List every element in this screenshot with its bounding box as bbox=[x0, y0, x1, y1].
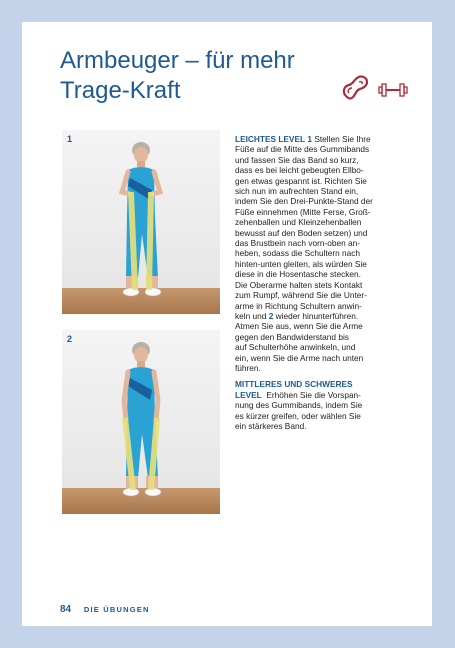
text-line: hinten-unten gleiten, als würden Sie bbox=[235, 258, 367, 269]
text-line: zum Rumpf, während Sie die Unter- bbox=[235, 290, 367, 301]
text-line: keln und 2 wieder hinunterführen. bbox=[235, 310, 359, 321]
text-line: heben, sodass die Schultern nach bbox=[235, 248, 361, 259]
text-line: LEVEL Erhöhen Sie die Vorspan- bbox=[235, 389, 361, 400]
text-line: dass es bei leicht gebeugten Ellbo- bbox=[235, 165, 364, 176]
step-number: 2 bbox=[67, 334, 73, 344]
page-number: 84 bbox=[60, 604, 72, 615]
text-line: diese in die Hosentasche stecken. bbox=[235, 269, 361, 280]
page-footer bbox=[60, 604, 150, 615]
text-line: Atmen Sie aus, wenn Sie die Arme bbox=[235, 321, 363, 332]
page-title bbox=[60, 46, 295, 106]
text-line: Füße auf die Mitte des Gummibands bbox=[235, 144, 370, 155]
text-line: ein, wenn Sie die Arme nach unten bbox=[235, 352, 364, 363]
text-line: auf Schulterhöhe anwinkeln, und bbox=[235, 342, 356, 353]
resistance-band-icon bbox=[340, 74, 370, 102]
step-number: 1 bbox=[67, 134, 73, 144]
text-line: gegen den Bandwiderstand bis bbox=[235, 331, 349, 342]
text-line: nung des Gummibands, indem Sie bbox=[235, 400, 363, 411]
text-line: indem Sie den Drei-Punkte-Stand der bbox=[235, 196, 373, 207]
text-line: es kürzer greifen, oder wählen Sie bbox=[235, 410, 361, 421]
instruction-text bbox=[235, 134, 413, 437]
text-line: und fassen Sie das Band so kurz, bbox=[235, 154, 359, 165]
text-line: das Brustbein nach vorn-oben an- bbox=[235, 238, 360, 249]
text-line: Füße einnehmen (Mitte Ferse, Groß- bbox=[235, 206, 371, 217]
exercise-photo-step-2 bbox=[62, 330, 220, 514]
title-line-2: Trage-Kraft bbox=[60, 77, 181, 104]
step-ref: 1 bbox=[307, 134, 313, 144]
text-line: führen. bbox=[235, 362, 261, 373]
level-label-easy: LEICHTES LEVEL bbox=[235, 134, 306, 144]
exercise-photo-step-1 bbox=[62, 130, 220, 314]
dumbbell-icon bbox=[378, 82, 408, 98]
text-line: bewusst auf den Boden setzen) und bbox=[235, 227, 368, 238]
text-line: arme in Richtung Schultern anwin- bbox=[235, 300, 362, 311]
medium-level-paragraph bbox=[235, 379, 413, 431]
level-label-medium: MITTLERES UND SCHWERES bbox=[235, 379, 353, 390]
text-line: zehenballen und Kleinzehenballen bbox=[235, 217, 362, 228]
text-line: gen etwas gespannt ist. Richten Sie bbox=[235, 175, 367, 186]
text-line: Die Oberarme halten stets Kontakt bbox=[235, 279, 363, 290]
book-page bbox=[22, 22, 432, 626]
text-line: sich nun im aufrechten Stand ein, bbox=[235, 186, 359, 197]
section-name: DIE ÜBUNGEN bbox=[83, 605, 150, 614]
text-line: ein stärkeres Band. bbox=[235, 420, 307, 431]
title-line-1: Armbeuger – für mehr bbox=[60, 47, 295, 74]
easy-level-paragraph bbox=[235, 134, 413, 373]
text-line: LEICHTES LEVEL 1 Stellen Sie Ihre bbox=[235, 134, 371, 144]
step-ref: 2 bbox=[268, 310, 274, 321]
